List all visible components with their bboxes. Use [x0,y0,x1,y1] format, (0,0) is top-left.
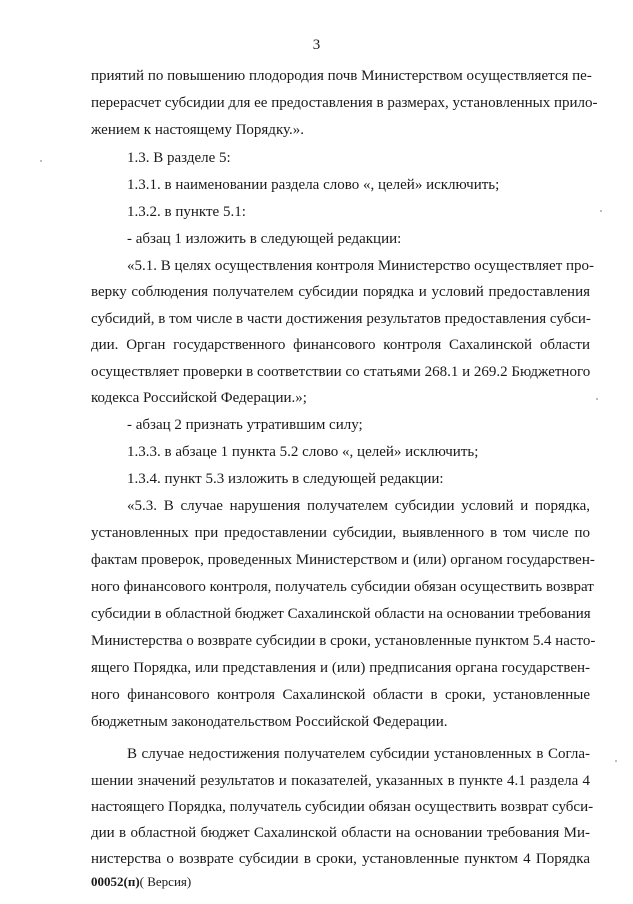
text-line: субсидии в областной бюджет Сахалинской области на основании требования [91,606,591,622]
text-line: дии в областной бюджет Сахалинской области на основании требования Ми- [91,825,590,841]
text-line: 1.3. В разделе 5: [127,150,231,166]
scan-speck [615,760,617,762]
page-number: 3 [312,37,321,53]
scan-speck [596,398,598,400]
text-line: - абзац 1 изложить в следующей редакции: [127,231,402,247]
text-line: ящего Порядка, или представления и (или) предписания органа государствен- [91,660,590,676]
text-line: шении значений результатов и показателей, указанных в пункте 4.1 раздела 4 [91,773,590,789]
text-line: верку соблюдения получателем субсидии порядка и условий предоставления [91,284,590,300]
text-line: Министерства о возврате субсидии в сроки, установленные пунктом 5.4 насто- [91,633,596,649]
text-line: 1.3.3. в абзаце 1 пункта 5.2 слово «, целей» исключить; [127,444,479,460]
text-line: В случае недостижения получателем субсидии установленных в Согла- [127,746,590,762]
text-line: 1.3.1. в наименовании раздела слово «, целей» исключить; [127,177,500,193]
text-line: 1.3.2. в пункте 5.1: [127,204,246,220]
text-line: бюджетным законодательством Российской Федерации. [91,714,448,730]
text-line: дии. Орган государственного финансового контроля Сахалинской области [91,337,590,353]
text-line: «5.3. В случае нарушения получателем субсидии условий и порядка, [127,498,590,514]
text-line: приятий по повышению плодородия почв Министерством осуществляется пе- [91,68,592,84]
scan-speck [40,160,42,162]
scan-speck [600,210,602,212]
text-line: настоящего Порядка, получатель субсидии обязан осуществить возврат субси- [91,799,594,815]
text-line: установленных при предоставлении субсидии, выявленного в том числе по [91,525,590,541]
text-line: субсидий, в том числе в части достижения результатов предоставления субси- [91,311,591,327]
footer-version: ( Версия) [139,874,192,889]
text-line: кодекса Российской Федерации.»; [91,390,307,406]
text-line: нистерства о возврате субсидии в сроки, установленные пунктом 4 Порядка [91,851,590,867]
text-line: ного финансового контроля, получатель субсидии обязан осуществить возврат [91,579,594,595]
text-line: фактам проверок, проведенных Министерством и (или) органом государствен- [91,552,595,568]
text-line: перерасчет субсидии для ее предоставления в размерах, установленных прило- [91,95,598,111]
text-line: жением к настоящему Порядку.». [91,122,305,138]
text-line: «5.1. В целях осуществления контроля Министерство осуществляет про- [127,258,595,274]
text-line: ного финансового контроля Сахалинской области в сроки, установленные [91,687,590,703]
text-line: осуществляет проверки в соответствии со статьями 268.1 и 269.2 Бюджетного [91,364,591,380]
footer-code: 00052(п) [91,874,140,889]
text-line: - абзац 2 признать утратившим силу; [127,417,363,433]
document-footer [91,874,191,890]
text-line: 1.3.4. пункт 5.3 изложить в следующей редакции: [127,471,444,487]
